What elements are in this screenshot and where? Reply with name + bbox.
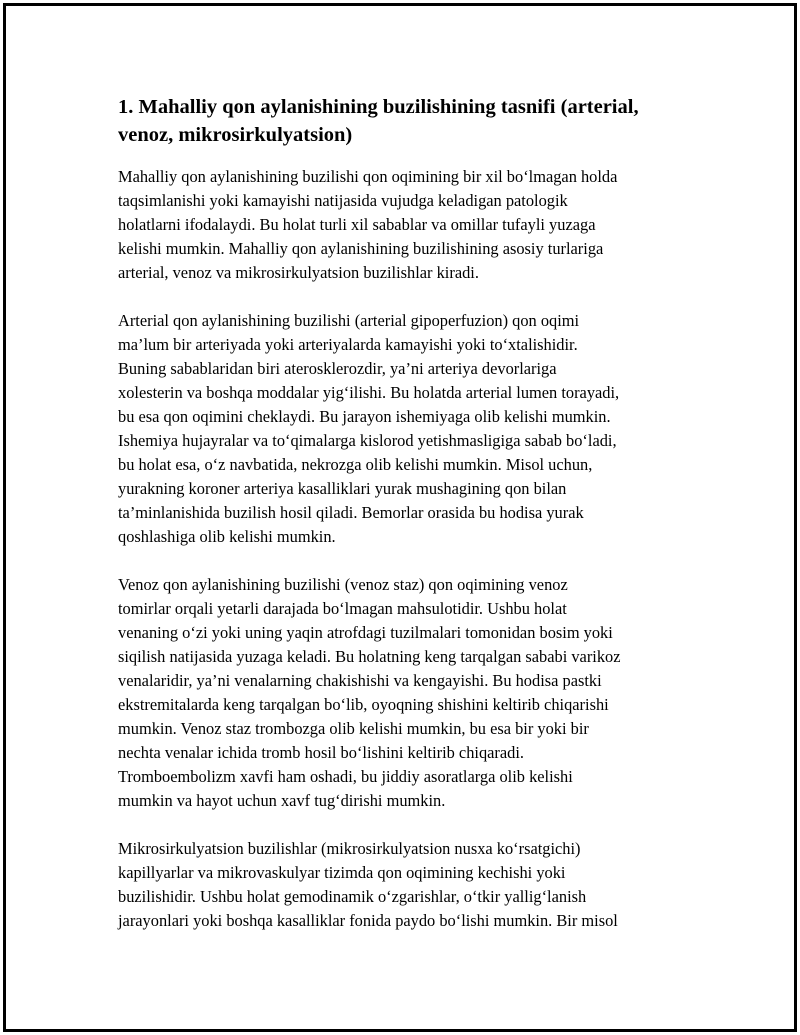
text-line: Venoz qon aylanishining buzilishi (venoz staz) qon oqimining venoz [118,575,568,594]
text-line: arterial, venoz va mikrosirkulyatsion buzilishlar kiradi. [118,263,479,282]
text-line: kelishi mumkin. Mahalliy qon aylanishining buzilishining asosiy turlariga [118,239,604,258]
text-line: nechta venalar ichida tromb hosil bo‘lishini keltirib chiqaradi. [118,743,525,762]
section-heading [118,93,698,149]
text-line: bu esa qon oqimini cheklaydi. Bu jarayon ishemiyaga olib kelishi mumkin. [118,407,611,426]
text-line: Tromboembolizm xavfi ham oshadi, bu jiddiy asoratlarga olib kelishi [118,767,573,786]
text-line: xolesterin va boshqa moddalar yig‘ilishi. Bu holatda arterial lumen torayadi, [118,383,620,402]
text-line: Buning sabablaridan biri aterosklerozdir, ya’ni arteriya devorlariga [118,359,557,378]
text-line: siqilish natijasida yuzaga keladi. Bu holatning keng tarqalgan sababi varikoz [118,647,621,666]
paragraph-venous [118,573,698,813]
text-line: buzilishidir. Ushbu holat gemodinamik o‘zgarishlar, o‘tkir yallig‘lanish [118,887,587,906]
text-line: Mahalliy qon aylanishining buzilishi qon oqimining bir xil bo‘lmagan holda [118,167,618,186]
text-line: mumkin. Venoz staz trombozga olib kelishi mumkin, bu esa bir yoki bir [118,719,589,738]
text-line: yurakning koroner arteriya kasalliklari yurak mushagining qon bilan [118,479,567,498]
heading-line: venoz, mikrosirkulyatsion) [118,124,353,146]
heading-line: 1. Mahalliy qon aylanishining buzilishining tasnifi (arterial, [118,96,639,118]
paragraph-microcirculation [118,837,698,933]
text-line: qoshlashiga olib kelishi mumkin. [118,527,336,546]
text-line: holatlarni ifodalaydi. Bu holat turli xil sabablar va omillar tufayli yuzaga [118,215,596,234]
text-line: ta’minlanishida buzilish hosil qiladi. Bemorlar orasida bu hodisa yurak [118,503,584,522]
text-line: mumkin va hayot uchun xavf tug‘dirishi mumkin. [118,791,446,810]
text-line: Ishemiya hujayralar va to‘qimalarga kislorod yetishmasligiga sabab bo‘ladi, [118,431,617,450]
text-line: jarayonlari yoki boshqa kasalliklar fonida paydo bo‘lishi mumkin. Bir misol [118,911,618,930]
paragraph-intro [118,165,698,285]
paragraph-arterial [118,309,698,549]
text-line: ma’lum bir arteriyada yoki arteriyalarda kamayishi yoki to‘xtalishidir. [118,335,578,354]
text-line: Mikrosirkulyatsion buzilishlar (mikrosirkulyatsion nusxa ko‘rsatgichi) [118,839,581,858]
text-line: bu holat esa, o‘z navbatida, nekrozga olib kelishi mumkin. Misol uchun, [118,455,593,474]
text-line: Arterial qon aylanishining buzilishi (arterial gipoperfuzion) qon oqimi [118,311,580,330]
text-line: venalaridir, ya’ni venalarning chakishishi va kengayishi. Bu hodisa pastki [118,671,602,690]
text-line: tomirlar orqali yetarli darajada bo‘lmagan mahsulotidir. Ushbu holat [118,599,567,618]
text-line: venaning o‘zi yoki uning yaqin atrofdagi tuzilmalari tomonidan bosim yoki [118,623,613,642]
text-line: ekstremitalarda keng tarqalgan bo‘lib, oyoqning shishini keltirib chiqarishi [118,695,609,714]
text-line: taqsimlanishi yoki kamayishi natijasida vujudga keladigan patologik [118,191,568,210]
document-body [118,93,698,957]
text-line: kapillyarlar va mikrovaskulyar tizimda qon oqimining kechishi yoki [118,863,566,882]
